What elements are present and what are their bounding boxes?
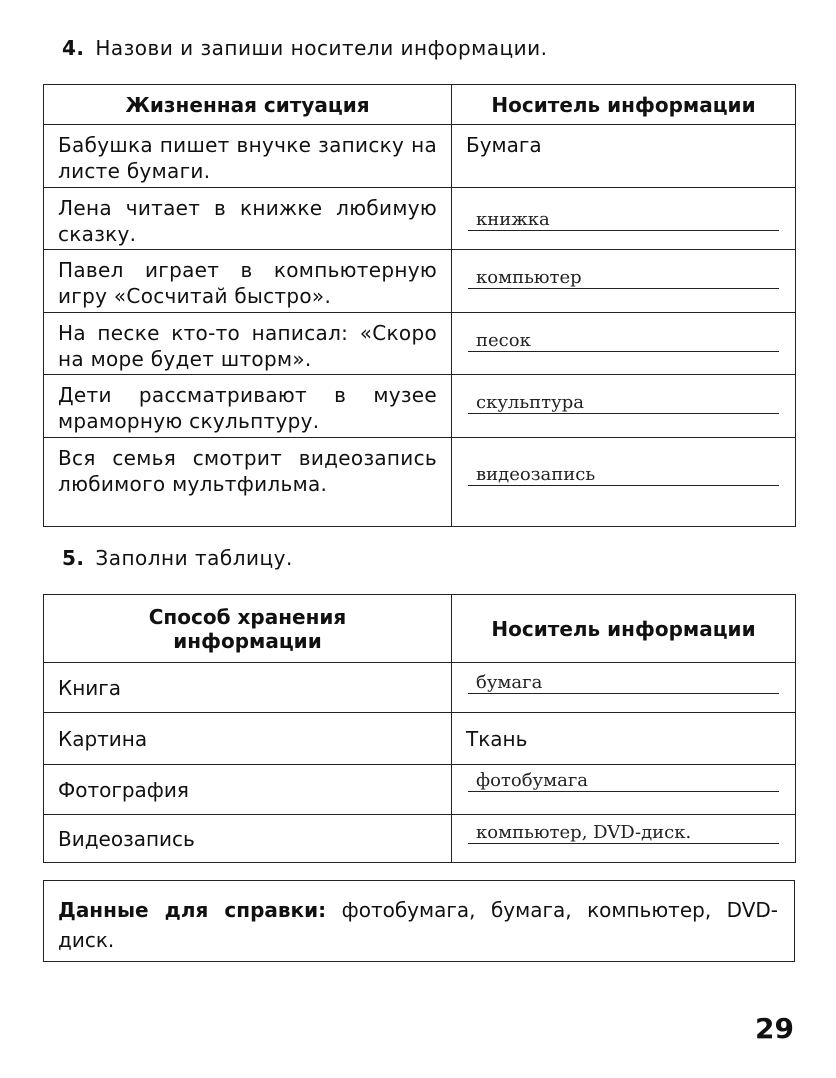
answer-line[interactable]: скульптура	[468, 393, 779, 414]
method-text: Видеозапись	[44, 815, 452, 863]
answer-line[interactable]: фотобумага	[468, 771, 779, 792]
task-4-text: Назови и запиши носители информации.	[95, 36, 548, 60]
task-5-number: 5.	[62, 546, 85, 570]
task-5-header-row	[44, 595, 796, 663]
table-row	[44, 713, 796, 765]
method-text: Картина	[44, 713, 452, 765]
page-number: 29	[755, 1012, 794, 1045]
table-row	[44, 438, 796, 527]
table-row	[44, 663, 796, 713]
table-row	[44, 125, 796, 188]
answer-line[interactable]: песок	[468, 331, 779, 352]
task-4-number: 4.	[62, 36, 85, 60]
answer-line[interactable]: бумага	[468, 673, 779, 694]
task-5-table	[43, 594, 796, 863]
answer-line[interactable]: компьютер, DVD-диск.	[468, 823, 779, 844]
task-4-title	[62, 36, 547, 60]
header-carrier: Носитель информации	[452, 595, 796, 663]
answer-line[interactable]: компьютер	[468, 268, 779, 289]
method-text: Книга	[44, 663, 452, 713]
printed-answer: Ткань	[466, 726, 528, 751]
answer-line[interactable]: книжка	[468, 210, 779, 231]
task-5-text: Заполни таблицу.	[95, 546, 293, 570]
task-5-title	[62, 546, 293, 570]
printed-answer: Бумага	[466, 133, 542, 157]
task-4-table	[43, 84, 796, 527]
header-carrier: Носитель информации	[452, 85, 796, 125]
situation-text: Павел играет в компьютерную игру «Сосчитай быстро».	[58, 258, 437, 308]
situation-text: Лена читает в книжке любимую сказку.	[58, 196, 437, 246]
table-row	[44, 188, 796, 250]
situation-text: На песке кто-то написал: «Скоро на море будет шторм».	[58, 321, 437, 371]
table-row	[44, 815, 796, 863]
answer-line[interactable]: видеозапись	[468, 465, 779, 486]
method-text: Фотография	[44, 765, 452, 815]
header-situation: Жизненная ситуация	[44, 85, 452, 125]
table-row	[44, 375, 796, 438]
header-storage-method: Способ хранения информации	[44, 595, 452, 663]
reference-box	[43, 880, 795, 962]
reference-label: Данные для справки:	[58, 898, 327, 922]
table-row	[44, 313, 796, 375]
table-row	[44, 250, 796, 313]
situation-text: Бабушка пишет внучке записку на листе бумаги.	[58, 133, 437, 183]
situation-text: Дети рассматривают в музее мраморную скульптуру.	[58, 383, 437, 433]
situation-text: Вся семья смотрит видеозапись любимого мультфильма.	[58, 446, 437, 496]
task-4-header-row	[44, 85, 796, 125]
table-row	[44, 765, 796, 815]
reference-text: фотобумага, бумага, компьютер, DVD-диск.	[58, 898, 778, 952]
